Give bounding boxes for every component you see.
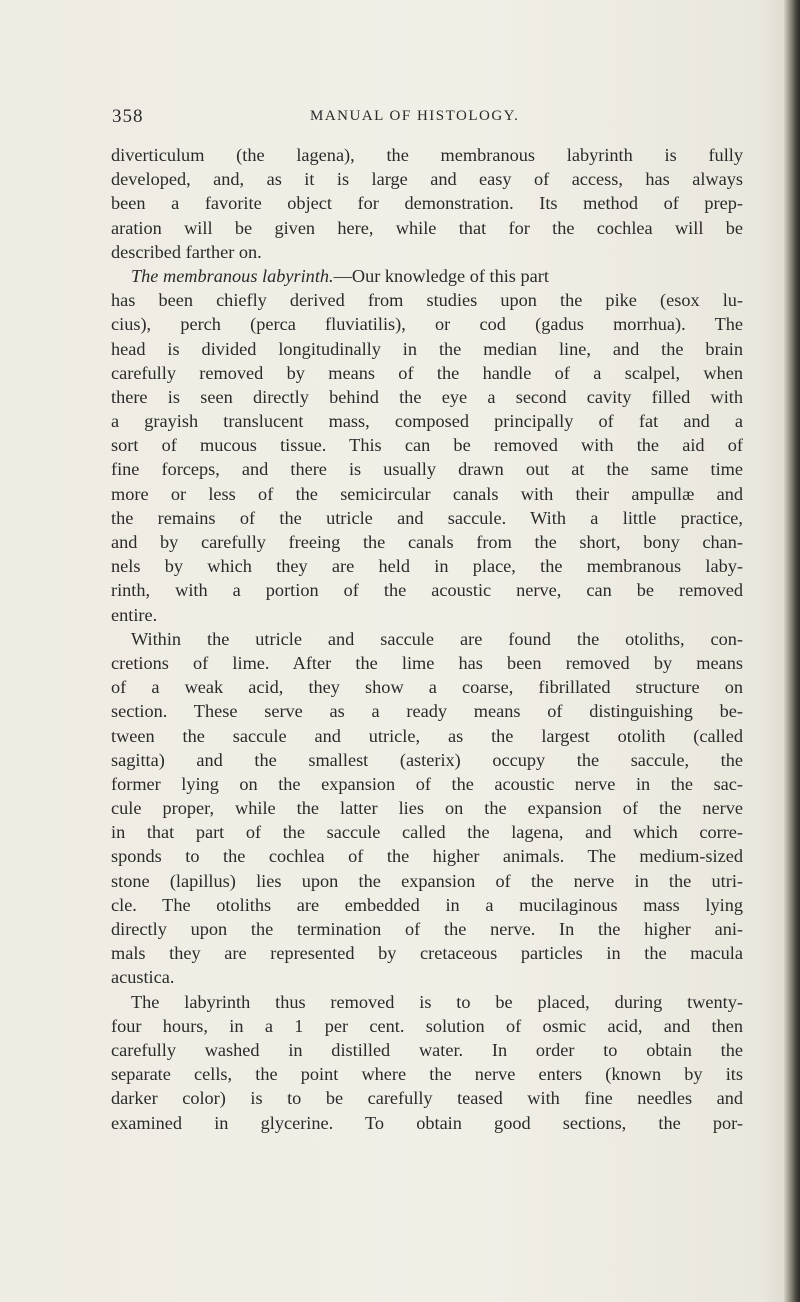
text-line: of a weak acid, they show a coarse, fibrillated structure on: [111, 677, 743, 698]
text-line: examined in glycerine. To obtain good sections, the por-: [111, 1112, 743, 1133]
text-line: separate cells, the point where the nerve enters (known by its: [111, 1064, 743, 1085]
text-line: tween the saccule and utricle, as the largest otolith (called: [111, 725, 743, 746]
text-line: rinth, with a portion of the acoustic nerve, can be removed: [111, 580, 743, 601]
running-head: MANUAL OF HISTOLOGY.: [310, 108, 520, 124]
text-line: The labyrinth thus removed is to be placed, during twenty-: [131, 991, 743, 1012]
text-line: darker color) is to be carefully teased with fine needles and: [111, 1088, 743, 1109]
text-line: been a favorite object for demonstration. Its method of prep-: [111, 193, 743, 214]
text-line: the remains of the utricle and saccule. With a little practice,: [111, 507, 743, 528]
text-line: diverticulum (the lagena), the membranous labyrinth is fully: [111, 145, 743, 165]
page-edge-shadow: [784, 0, 800, 1302]
text-line: in that part of the saccule called the lagena, and which corre-: [111, 822, 743, 843]
section-heading: The membranous labyrinth.: [131, 265, 334, 286]
text-line: cle. The otoliths are embedded in a mucilaginous mass lying: [111, 894, 743, 915]
text-line: cretions of lime. After the lime has been removed by means: [111, 652, 743, 673]
text-line: head is divided longitudinally in the median line, and the brain: [111, 338, 743, 359]
text-fragment: —Our knowledge of this part: [333, 265, 549, 286]
text-line: acustica.: [111, 967, 175, 988]
text-line: nels by which they are held in place, the membranous laby-: [111, 556, 743, 577]
text-line: a grayish translucent mass, composed principally of fat and a: [111, 411, 743, 432]
text-line: there is seen directly behind the eye a second cavity filled with: [111, 386, 743, 407]
text-line: entire.: [111, 604, 158, 625]
text-line: cius), perch (perca fluviatilis), or cod (gadus morrhua). The: [111, 314, 743, 335]
text-line: sagitta) and the smallest (asterix) occupy the saccule, the: [111, 749, 743, 770]
text-line: described farther on.: [111, 241, 262, 262]
text-line: section. These serve as a ready means of distinguishing be-: [111, 701, 743, 722]
page-number: 358: [112, 106, 144, 127]
page-header: [112, 106, 732, 130]
body-text: [111, 143, 743, 1135]
text-line: and by carefully freeing the canals from the short, bony chan-: [111, 532, 743, 552]
text-line: sort of mucous tissue. This can be removed with the aid of: [111, 435, 743, 456]
text-line: developed, and, as it is large and easy of access, has always: [111, 169, 743, 190]
text-line: cule proper, while the latter lies on the expansion of the nerve: [111, 798, 743, 819]
text-line: carefully washed in distilled water. In order to obtain the: [111, 1039, 743, 1060]
text-line: mals they are represented by cretaceous particles in the macula: [111, 943, 743, 964]
text-line: [111, 264, 743, 288]
text-line: fine forceps, and there is usually drawn out at the same time: [111, 459, 743, 480]
text-line: four hours, in a 1 per cent. solution of osmic acid, and then: [111, 1015, 743, 1036]
text-line: directly upon the termination of the nerve. In the higher ani-: [111, 919, 743, 939]
text-line: has been chiefly derived from studies upon the pike (esox lu-: [111, 290, 743, 311]
text-line: carefully removed by means of the handle of a scalpel, when: [111, 362, 743, 383]
text-line: stone (lapillus) lies upon the expansion of the nerve in the utri-: [111, 870, 743, 891]
text-line: more or less of the semicircular canals with their ampullæ and: [111, 483, 743, 504]
text-line: sponds to the cochlea of the higher animals. The medium-sized: [111, 846, 743, 867]
text-line: Within the utricle and saccule are found the otoliths, con-: [131, 628, 743, 649]
text-line: former lying on the expansion of the acoustic nerve in the sac-: [111, 773, 743, 794]
text-line: aration will be given here, while that for the cochlea will be: [111, 217, 743, 238]
